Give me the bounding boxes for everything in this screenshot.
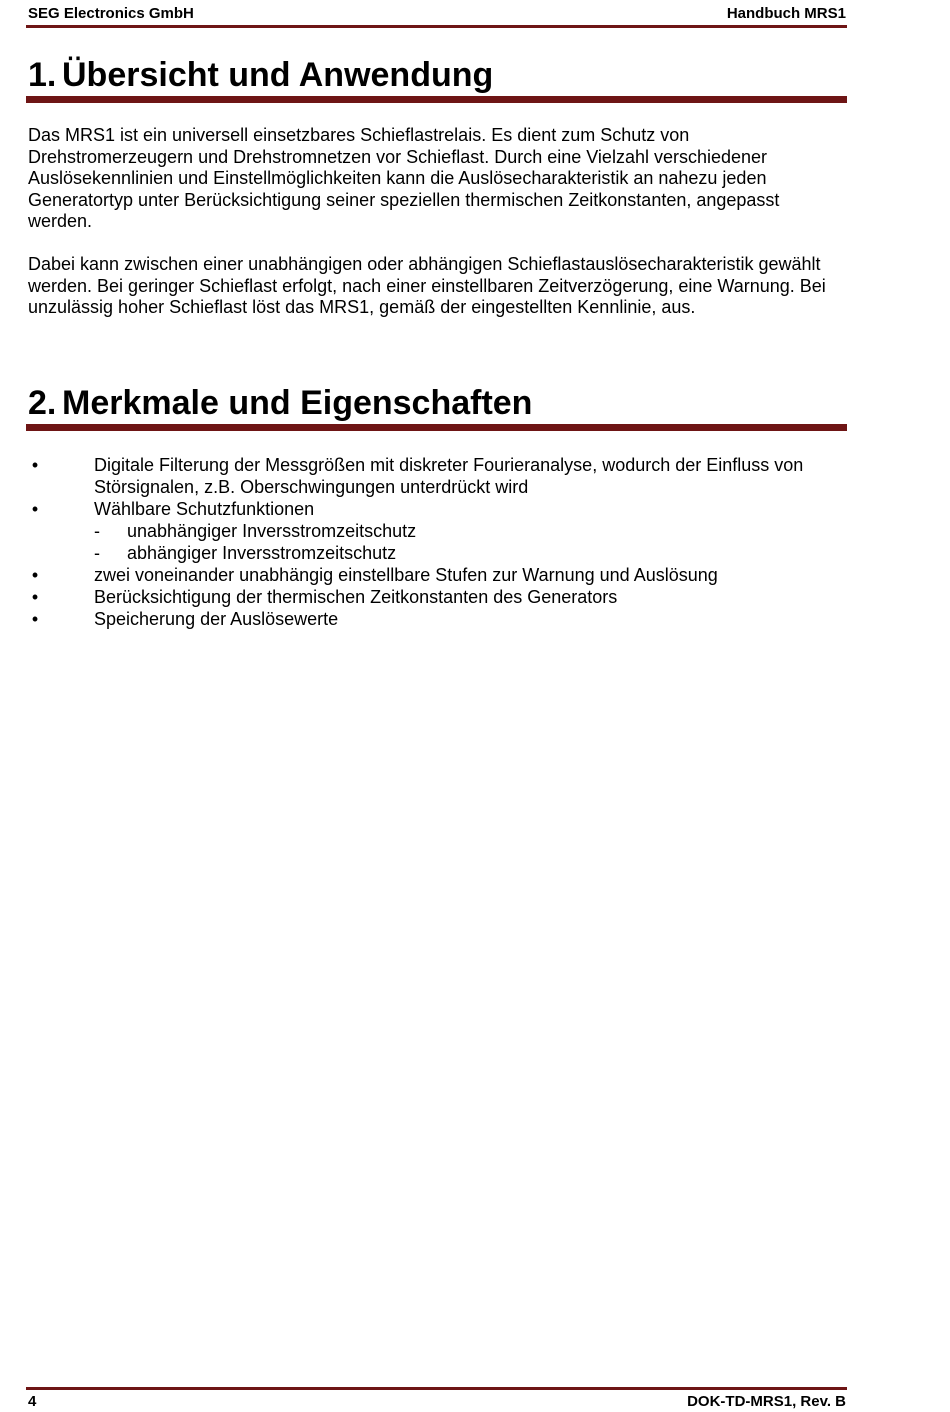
section-1-heading: [28, 55, 493, 95]
bullet-icon: •: [31, 587, 39, 607]
list-item-text: Digitale Filterung der Messgrößen mit diskreter Fourieranalyse, wodurch der Einfluss von Störsignalen, z.B. Oberschwingungen unterdrückt wird: [94, 455, 804, 497]
sub-list-item: [0, 520, 950, 542]
section-1-title: Übersicht und Anwendung: [62, 56, 494, 94]
page-number: 4: [28, 1393, 37, 1410]
list-item-text: zwei voneinander unabhängig einstellbare Stufen zur Warnung und Auslösung: [94, 565, 718, 585]
section-2-rule: [26, 424, 847, 431]
sub-list-item-text: abhängiger Inversstromzeitschutz: [127, 543, 397, 563]
bullet-icon: •: [31, 455, 39, 475]
list-item-text: Speicherung der Auslösewerte: [94, 609, 339, 629]
footer-rule: [26, 1387, 847, 1390]
dash-icon: -: [94, 543, 100, 563]
bullet-icon: •: [31, 499, 39, 519]
section-2-heading: [28, 383, 532, 423]
header-company: SEG Electronics GmbH: [28, 5, 194, 22]
feature-list: [0, 454, 950, 630]
sub-list-item-text: unabhängiger Inversstromzeitschutz: [127, 521, 417, 541]
dash-icon: -: [94, 521, 100, 541]
section-1-rule: [26, 96, 847, 103]
header-rule: [26, 25, 847, 28]
list-item-text: Berücksichtigung der thermischen Zeitkonstanten des Generators: [94, 587, 618, 607]
list-item-text: Wählbare Schutzfunktionen: [94, 499, 315, 519]
section-2-number: 2.: [28, 384, 57, 422]
list-item: [0, 564, 834, 586]
sub-list-item: [0, 542, 950, 564]
section-1-number: 1.: [28, 56, 57, 94]
bullet-icon: •: [31, 609, 39, 629]
section-2-title: Merkmale und Eigenschaften: [62, 384, 533, 422]
list-item: [0, 498, 834, 520]
list-item: [0, 586, 834, 608]
list-item: [0, 608, 834, 630]
section-1-paragraph: Dabei kann zwischen einer unabhängigen oder abhängigen Schieflastauslösecharakteristik gewählt werden. Bei geringer Schieflast erfolgt, nach einer einstellbaren Zeitverzögerung, eine Warnung. Bei unzulässig hoher Schieflast löst das MRS1, gemäß der eingestellten Kennlinie, aus.: [28, 254, 826, 318]
list-item: [0, 454, 834, 498]
section-1-paragraph: Das MRS1 ist ein universell einsetzbares Schieflastrelais. Es dient zum Schutz von Drehstromerzeugern und Drehstromnetzen vor Schieflast. Durch eine Vielzahl verschiedener Auslösekennlinien und Einstellmöglichkeiten kann die Auslösecharakteristik an nahezu jeden Generatortyp unter Berücksichtigung seiner speziellen thermischen Zeitkonstanten, angepasst werden.: [28, 125, 780, 232]
bullet-icon: •: [31, 565, 39, 585]
footer-document-id: DOK-TD-MRS1, Rev. B: [687, 1393, 846, 1410]
header-document-title: Handbuch MRS1: [726, 5, 846, 22]
